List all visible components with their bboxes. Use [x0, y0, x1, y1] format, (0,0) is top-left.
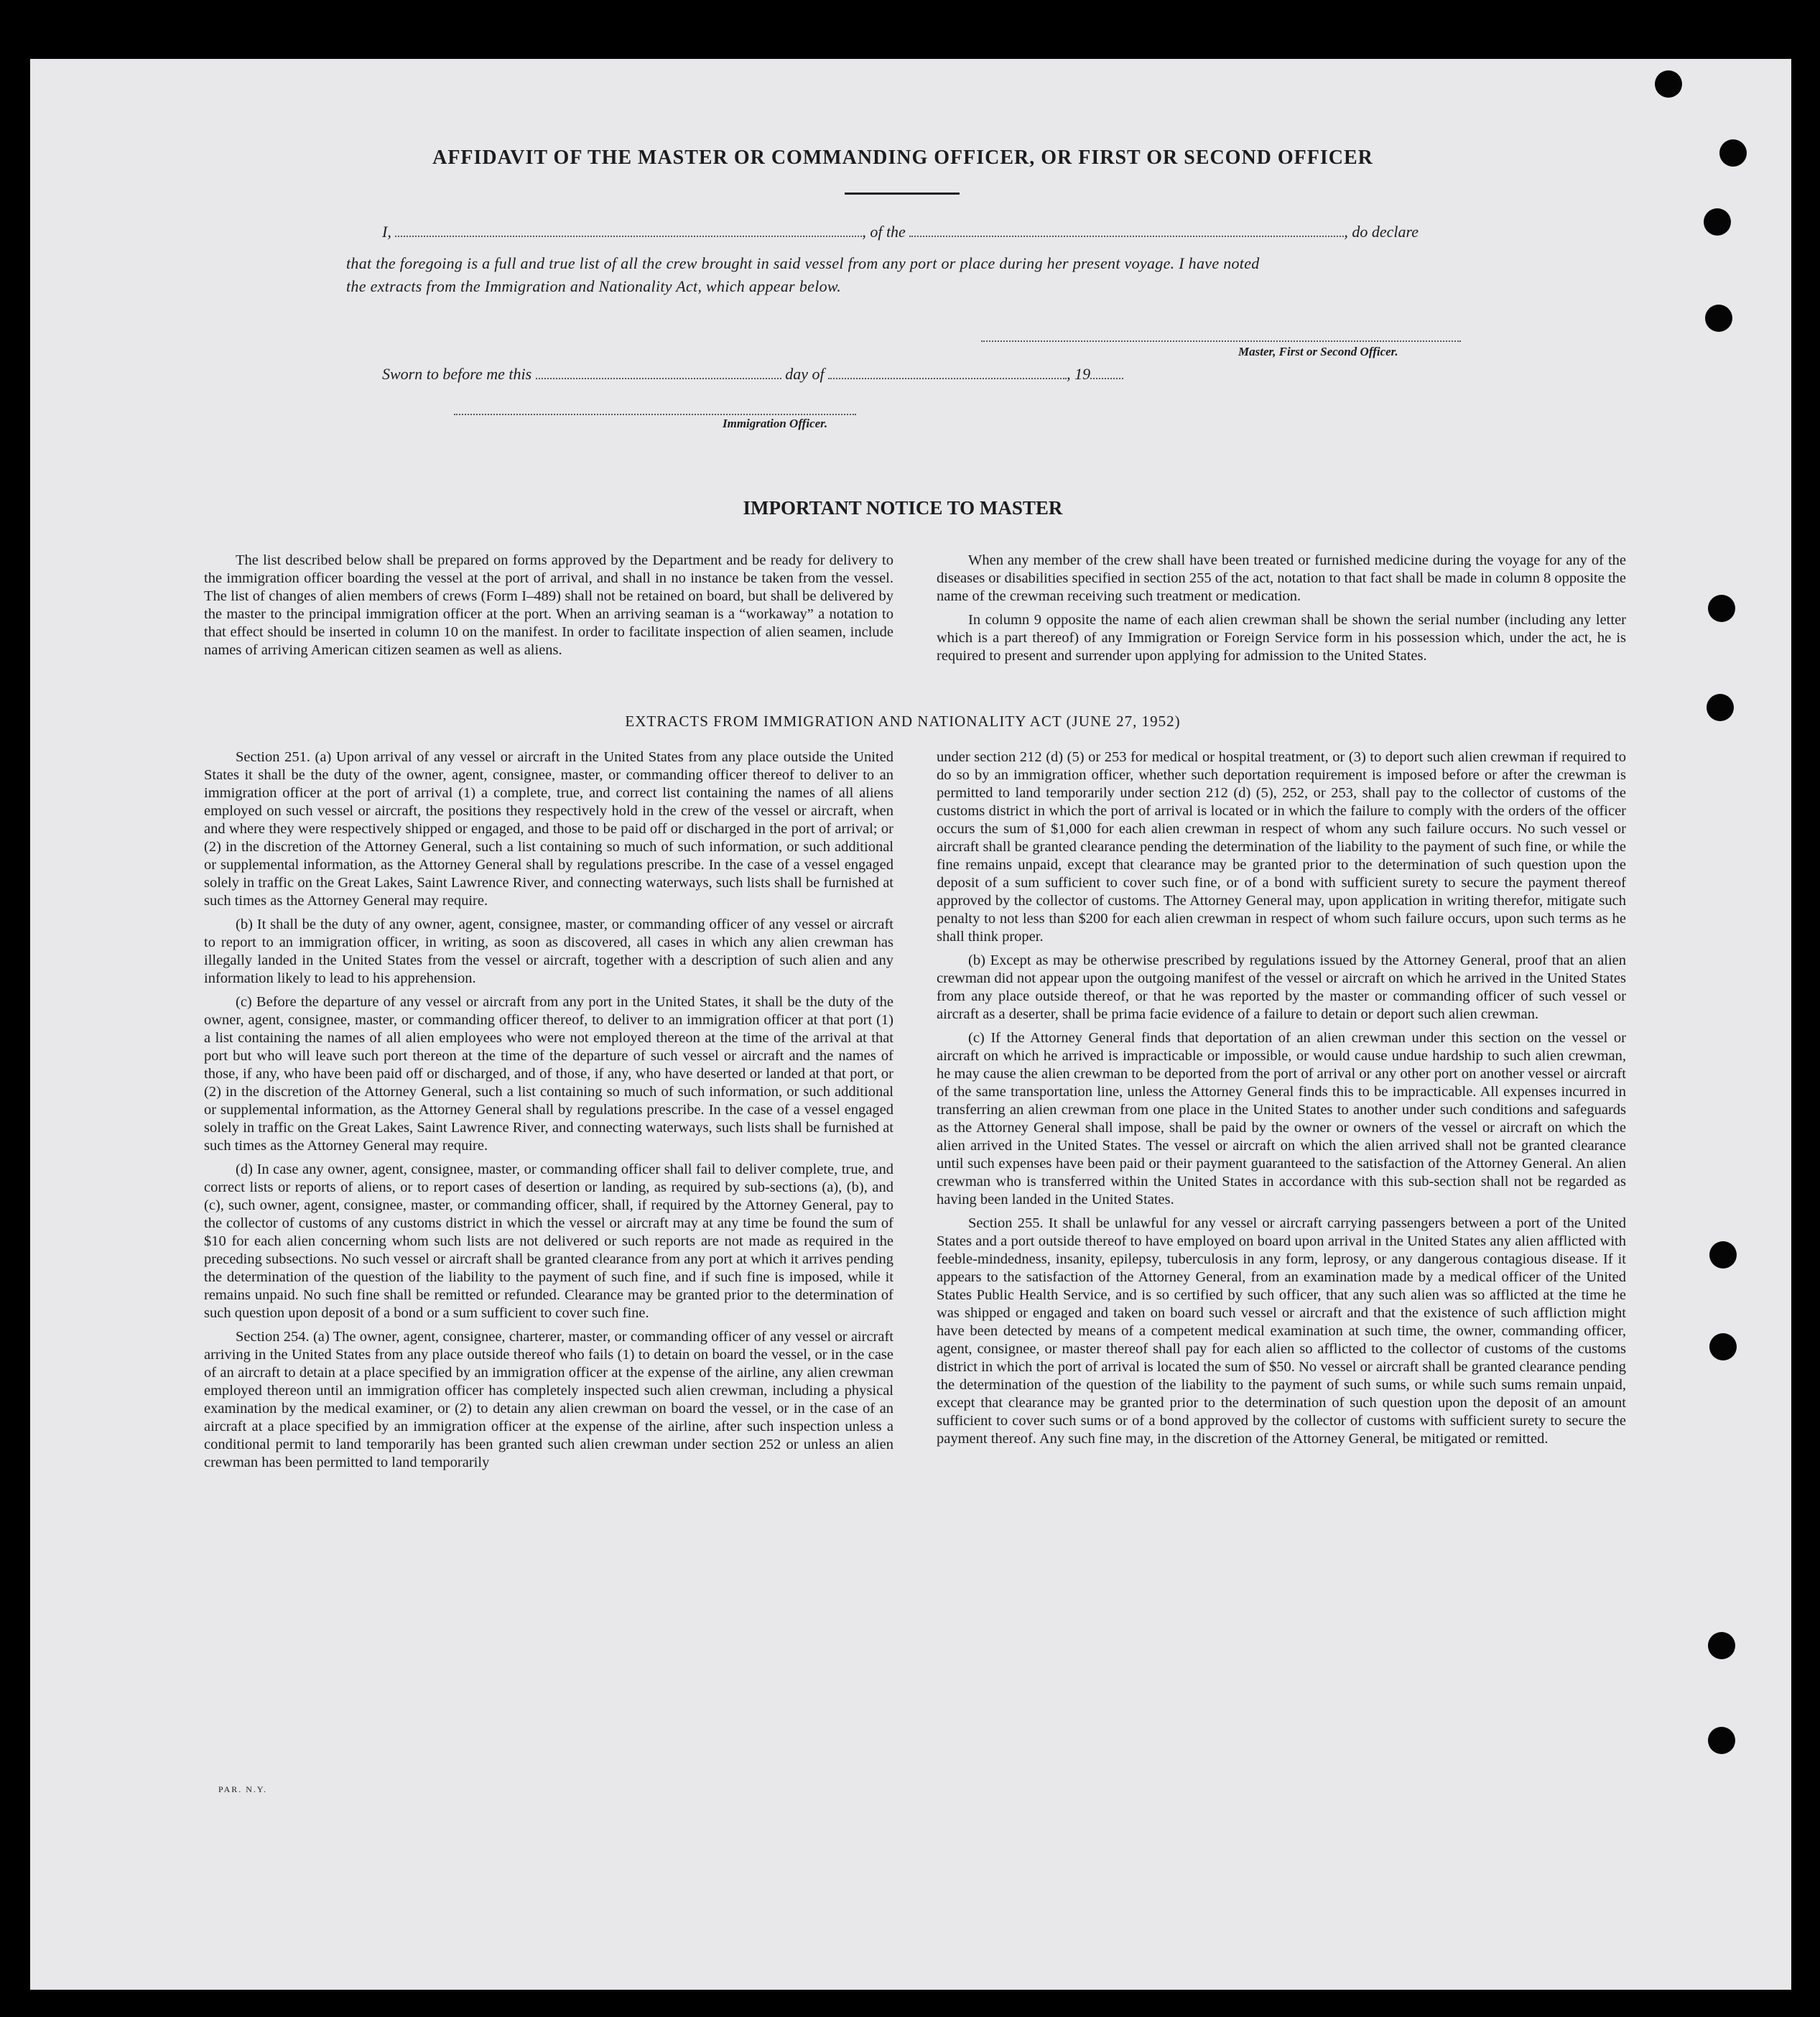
- punch-hole-3: [1704, 208, 1731, 236]
- master-caption: Master, First or Second Officer.: [1238, 345, 1398, 358]
- extracts-right-column: [937, 748, 1626, 1454]
- section-251a: Section 251. (a) Upon arrival of any vessel or aircraft in the United States from any place outside the United States it shall be the duty of the owner, agent, consignee, master, or commanding officer thereof to deliver to an immigration officer at the port of arrival (1) a complete, true, and correct list containing the names of all aliens employed on such vessel or aircraft, the positions they respectively hold in the crew of the vessel or aircraft, when and where they were respectively shipped or engaged, and those to be paid off or discharged in the port of arrival; or (2) in the discretion of the Attorney General, such a list containing so much of such information, or such additional or supplemental information, as the Attorney General shall by regulations prescribe. In the case of a vessel engaged solely in traffic on the Great Lakes, Saint Lawrence River, and connecting waterways, such lists shall be furnished at such times as the Attorney General may require.: [204, 749, 893, 909]
- affidavit-title: AFFIDAVIT OF THE MASTER OR COMMANDING OFFICER, OR FIRST OR SECOND OFFICER: [432, 147, 1373, 169]
- year-label: , 19: [1067, 365, 1091, 383]
- name-field[interactable]: [395, 223, 862, 237]
- section-254a: Section 254. (a) The owner, agent, consignee, charterer, master, or commanding officer of any vessel or aircraft arriving in the United States from any place outside thereof who fails (1) to detain on board the vessel, or in the case of an aircraft to detain at a place specified by an immigration officer at the expense of the airline, any alien crewman employed thereon until an immigration officer has completely inspected such alien crewman, including a physical examination by the medical examiner, or (2) to detain any alien crewman on board the vessel, or in the case of an aircraft at a place specified by an immigration officer at the expense of the airline, after such inspection unless a conditional permit to land temporarily has been granted such alien crewman under section 252 or unless an alien crewman has been permitted to land temporarily: [204, 1329, 893, 1470]
- declaration-do-declare: , do declare: [1344, 223, 1419, 241]
- notice-right-column: [937, 552, 1626, 671]
- extracts-title: EXTRACTS FROM IMMIGRATION AND NATIONALITY ACT (JUNE 27, 1952): [625, 713, 1181, 730]
- punch-hole-5: [1708, 595, 1735, 622]
- section-255: Section 255. It shall be unlawful for any vessel or aircraft carrying passengers between a port of the United States and a port outside thereof to have employed on board upon arrival in the United States any alien afflicted with feeble-mindedness, insanity, epilepsy, tuberculosis in any form, leprosy, or any dangerous contagious disease. If it appears to the satisfaction of the Attorney General, from an examination made by a medical officer of the United States Public Health Service, and is so certified by such officer, that any such alien was so afflicted at the time he was shipped or engaged and taken on board such vessel or aircraft and that the existence of such affliction might have been detected by means of a competent medical examination at such time, the owner, commanding officer, agent, consignee, or master thereof shall pay for each alien so afflicted to the collector of customs of the customs district in which the port of arrival is located the sum of $50. No vessel or aircraft shall be granted clearance pending the determination of the question of the liability to the payment of such sums, or while such sums remain unpaid, except that clearance may be granted prior to the determination of such question upon the deposit of an amount sufficient to cover such sums or of a bond approved by the collector of customs with sufficient surety to secure the payment thereof. Any such fine may, in the discretion of the Attorney General, be mitigated or remitted.: [937, 1215, 1626, 1447]
- officer-caption: Immigration Officer.: [723, 417, 828, 430]
- master-signature-line[interactable]: [981, 340, 1461, 342]
- notice-title: IMPORTANT NOTICE TO MASTER: [743, 497, 1063, 519]
- punch-hole-8: [1709, 1333, 1737, 1360]
- extracts-left-column: [204, 748, 893, 1478]
- document-page: [30, 59, 1791, 1990]
- section-254c: (c) If the Attorney General finds that deportation of an alien crewman under this section on the vessel or aircraft on which he arrived is impracticable or impossible, or would cause undue hardship to such alien crewman, he may cause the alien crewman to be deported from the port of arrival or any other port on another vessel or aircraft of the same transportation line, unless the Attorney General finds this to be impracticable. All expenses incurred in transferring an alien crewman from one place in the United States to another under such conditions and safeguards as the Attorney General shall impose, shall be paid by the owner or owners of the vessel or aircraft on which the alien arrived in the United States. The vessel or aircraft on which the alien arrived shall not be granted clearance until such expenses have been paid or their payment guaranteed to the satisfaction of the Attorney General. An alien crewman who is transferred within the United States in accordance with this sub-section shall not be regarded as having been landed in the United States.: [937, 1030, 1626, 1207]
- punch-hole-1: [1655, 70, 1682, 98]
- declaration-text-1: that the foregoing is a full and true list of all the crew brought in said vessel from any port or place during her present voyage. I have noted: [346, 254, 1260, 272]
- vessel-field[interactable]: [909, 223, 1344, 237]
- declaration-text-2: the extracts from the Immigration and Nationality Act, which appear below.: [346, 277, 842, 295]
- section-251b: (b) It shall be the duty of any owner, agent, consignee, master, or commanding officer of any vessel or aircraft to report to an immigration officer, in writing, as soon as discovered, all cases in which any alien crewman has illegally landed in the United States from the vessel or aircraft, together with a description of such alien and any information likely to lead to his apprehension.: [204, 917, 893, 986]
- printer-mark: PAR. N.Y.: [218, 1784, 268, 1794]
- punch-hole-7: [1709, 1241, 1737, 1269]
- notice-left-column: [204, 552, 893, 665]
- sworn-label: Sworn to before me this: [382, 365, 532, 383]
- officer-signature-line[interactable]: [454, 414, 856, 415]
- declaration-of-the: , of the: [862, 223, 906, 241]
- section-251c: (c) Before the departure of any vessel or aircraft from any port in the United States, it shall be the duty of the owner, agent, consignee, master, or commanding officer thereof, to deliver to an immigration officer at that port (1) a list containing the names of all alien employees who were not employed thereon at the time of the arrival at that port but who will leave such port thereon at the time of the departure of such vessel or aircraft and the names of those, if any, who have been paid off or discharged, and of those, if any, who have deserted or landed at that port, or (2) in the discretion of the Attorney General, such a list containing so much of such information, or such additional or supplemental information, as the Attorney General shall by regulations prescribe. In the case of a vessel engaged solely in traffic on the Great Lakes, Saint Lawrence River, and connecting waterways, such lists shall be furnished at such times as the Attorney General may require.: [204, 994, 893, 1154]
- section-254b: (b) Except as may be otherwise prescribed by regulations issued by the Attorney General, proof that an alien crewman did not appear upon the outgoing manifest of the vessel or aircraft on which he arrived in the United States from any place outside thereof, or that he was reported by the master or commanding officer of such vessel or aircraft as a deserter, shall be prima facie evidence of a failure to detain or deport such alien crewman.: [937, 952, 1626, 1022]
- notice-paragraph: When any member of the crew shall have been treated or furnished medicine during the voyage for any of the diseases or disabilities specified in section 255 of the act, notation to that fact shall be made in column 8 opposite the name of the crewman receiving such treatment or medication.: [937, 552, 1626, 604]
- punch-hole-9: [1708, 1632, 1735, 1659]
- notice-paragraph: The list described below shall be prepared on forms approved by the Department and be ready for delivery to the immigration officer boarding the vessel at the port of arrival, and shall in no instance be taken from the vessel. The list of changes of alien members of crews (Form I–489) shall not be retained on board, but shall be delivered by the master to the principal immigration officer at the port. When an arriving seaman is a “workaway” a notation to that effect should be inserted in column 10 on the manifest. In order to facilitate inspection of alien seamen, include names of arriving American citizen seamen as well as aliens.: [204, 552, 893, 658]
- punch-hole-4: [1705, 305, 1732, 332]
- title-rule: [845, 193, 960, 195]
- year-field[interactable]: [1090, 365, 1123, 379]
- punch-hole-10: [1708, 1727, 1735, 1754]
- month-field[interactable]: [828, 365, 1067, 379]
- declaration-i: I,: [382, 223, 391, 241]
- day-of-label: day of: [785, 365, 825, 383]
- sworn-line: [382, 365, 1123, 384]
- section-254a-continued: under section 212 (d) (5) or 253 for medical or hospital treatment, or (3) to deport such alien crewman if required to do so by an immigration officer, whether such deportation requirement is imposed before or after the crewman is permitted to land temporarily under section 212 (d) (5), 252, or 253, shall pay to the collector of customs of the customs district in which the port of arrival is located or in which the failure to comply with the orders of the officer occurs the sum of $1,000 for each alien crewman in respect of whom any such failure occurs. No such vessel or aircraft shall be granted clearance pending the determination of the liability to the payment of such fine, or while the fine remains unpaid, except that clearance may be granted prior to the determination of such question upon the deposit of a sum sufficient to cover such fine, or of a bond with sufficient surety to secure the payment thereof approved by the collector of customs. The Attorney General may, upon application in writing therefor, mitigate such penalty to not less than $200 for each alien crewman in respect of whom such failure occurs, upon such terms as he shall think proper.: [937, 749, 1626, 945]
- section-251d: (d) In case any owner, agent, consignee, master, or commanding officer shall fail to deliver complete, true, and correct lists or reports of aliens, or to report cases of desertion or landing, as required by sub-sections (a), (b), and (c), such owner, agent, consignee, master, or commanding officer, shall, if required by the Attorney General, pay to the collector of customs of any customs district in which the vessel or aircraft may at any time be found the sum of $10 for each alien concerning whom such lists are not delivered or such reports are not made as required in the preceding subsections. No such vessel or aircraft shall be granted clearance from any port at which it arrives pending the determination of the question of the liability to the payment of such fine, and if such fine is imposed, while it remains unpaid. No such fine shall be remitted or refunded. Clearance may be granted prior to the determination of such question upon deposit of a bond or a sum sufficient to cover such fine.: [204, 1161, 893, 1321]
- declaration-line: [382, 223, 1510, 241]
- notice-paragraph: In column 9 opposite the name of each alien crewman shall be shown the serial number (including any letter which is a part thereof) of any Immigration or Foreign Service form in his possession which, under the act, he is required to present and surrender upon applying for admission to the United States.: [937, 612, 1626, 664]
- sworn-day-field[interactable]: [536, 365, 781, 379]
